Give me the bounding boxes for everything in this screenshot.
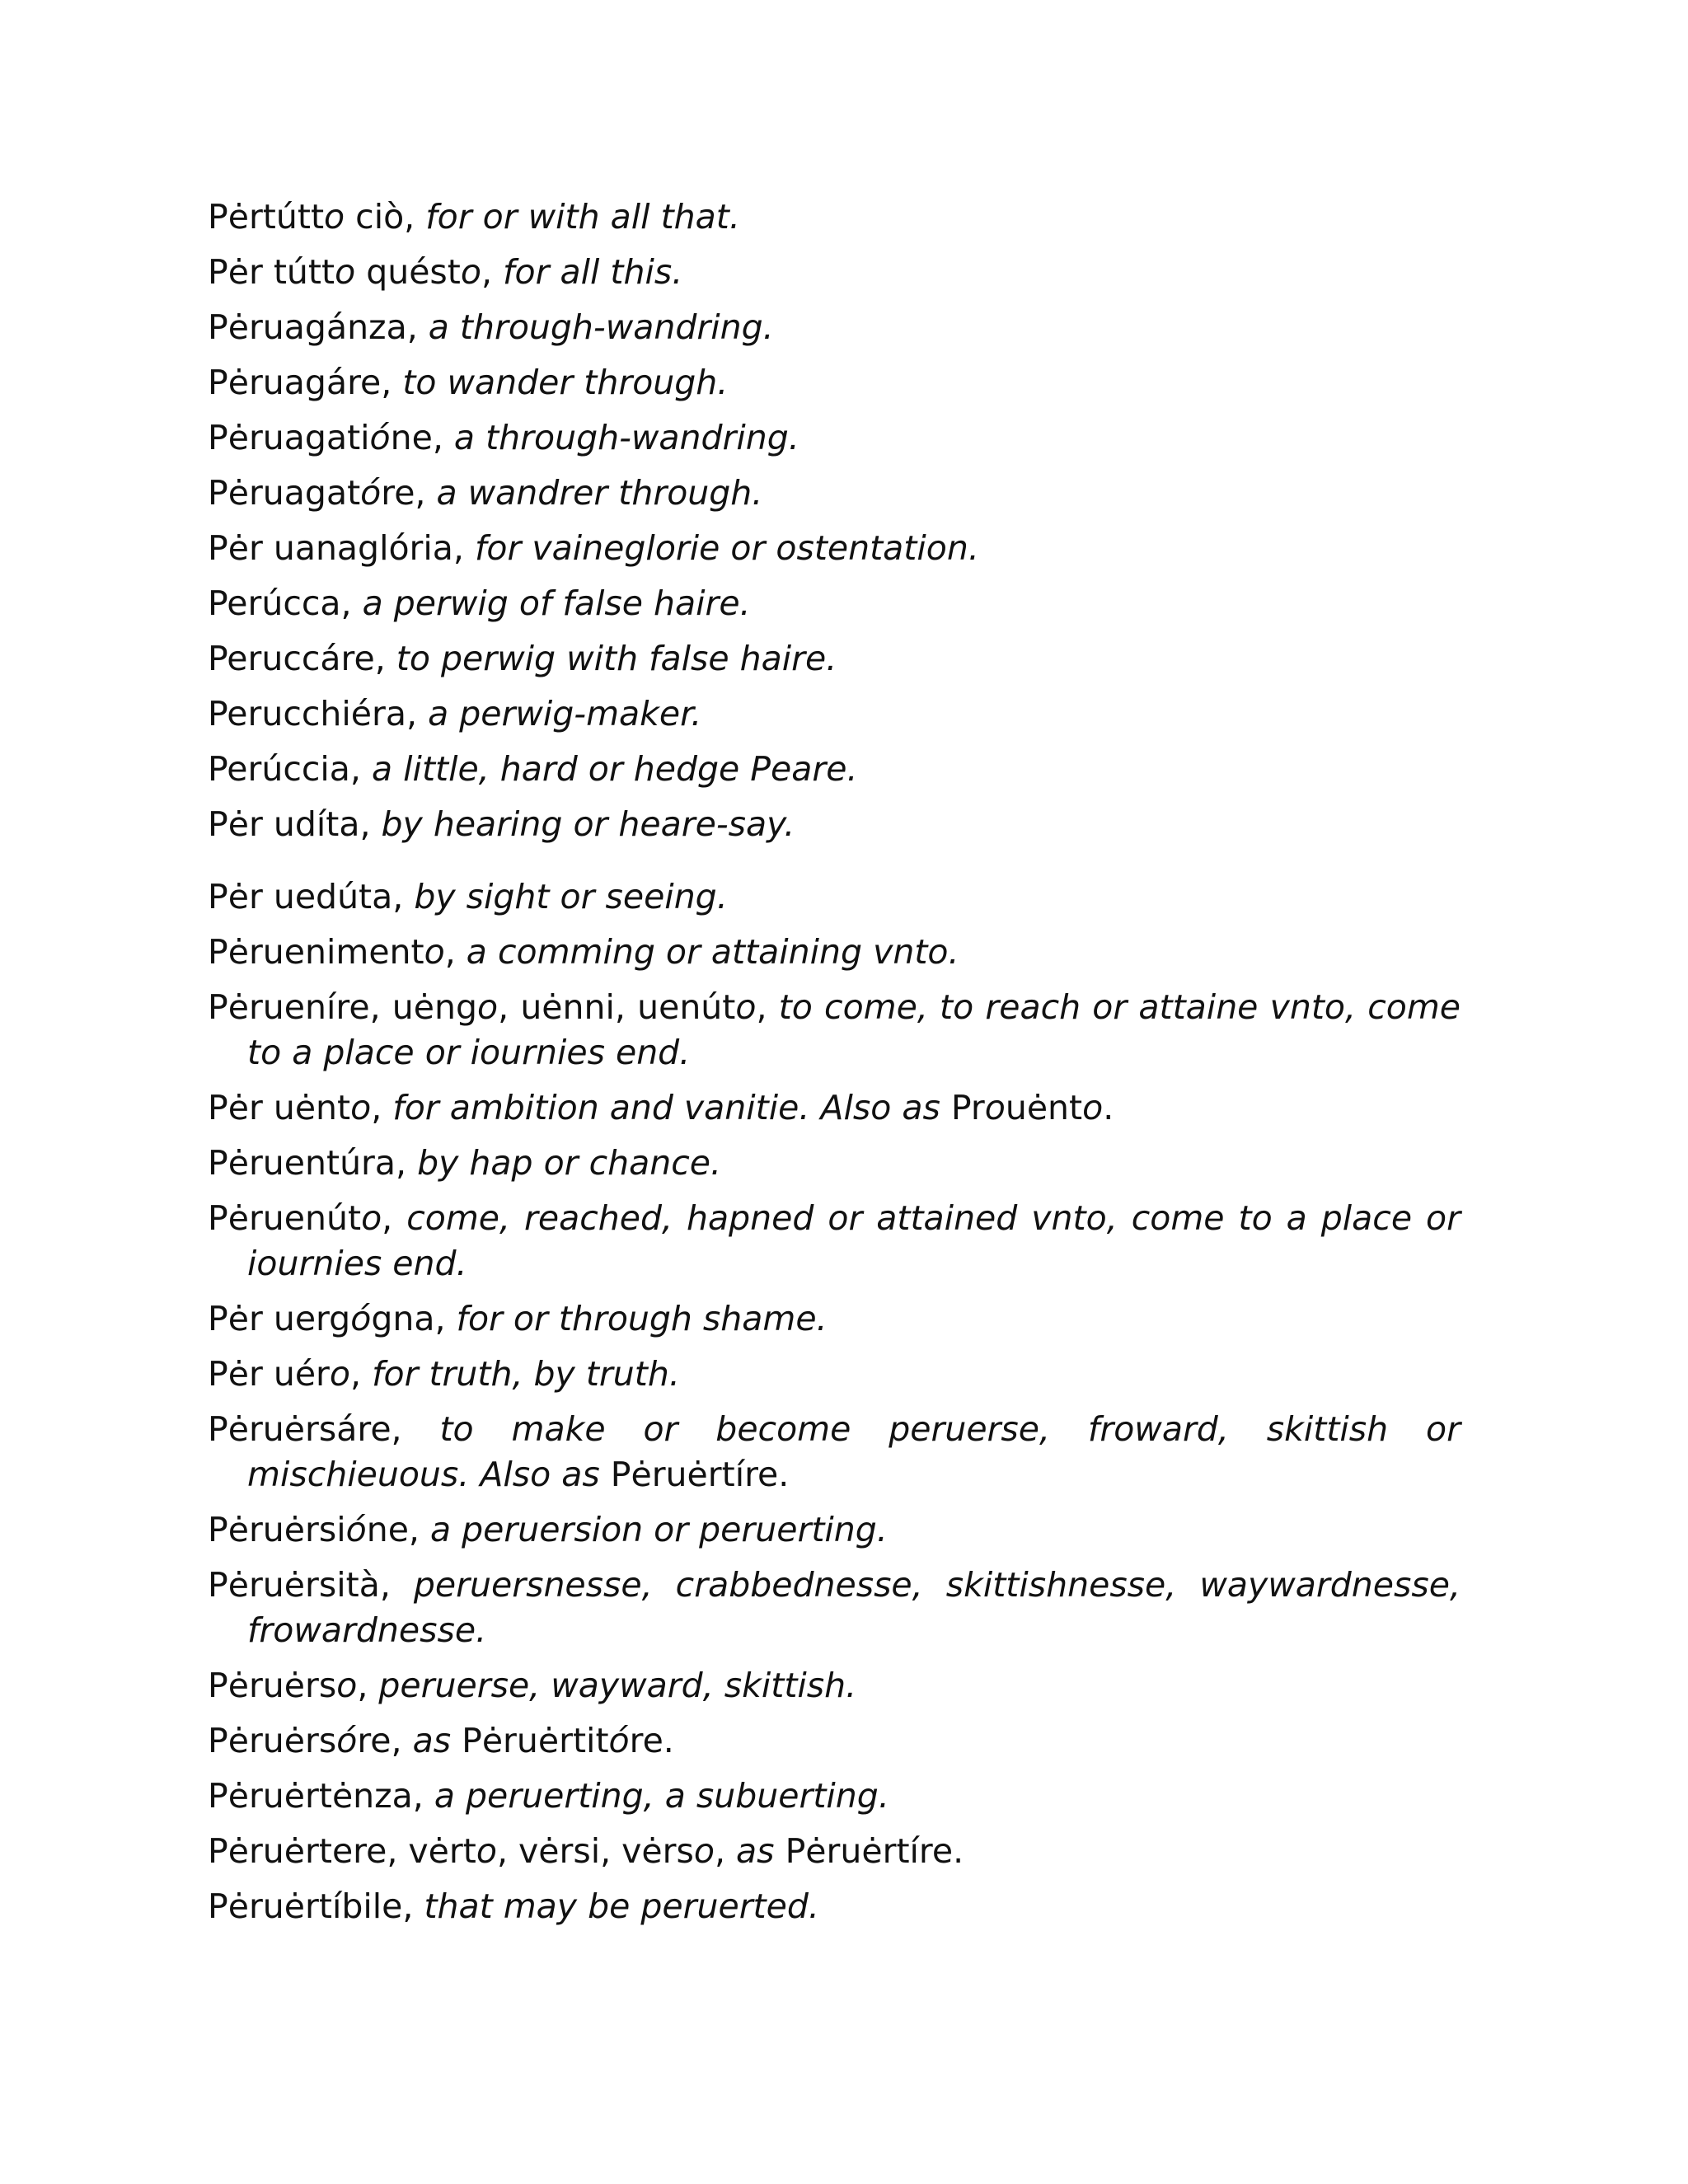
- entry-headword-text: quést: [355, 252, 461, 292]
- entry-headword-text: gna,: [371, 1299, 457, 1338]
- entry-gloss-text: o: [335, 252, 356, 292]
- entry-headword-text: .: [1103, 1088, 1114, 1127]
- dictionary-entry: [208, 1407, 1461, 1497]
- entry-headword-text: ,: [382, 1198, 407, 1238]
- entry-gloss-text: for vaineglorie or ostentation.: [475, 528, 979, 568]
- entry-headword-text: Peruccáre,: [208, 639, 396, 678]
- entry-gloss-text: peruerse, wayward, skittish.: [378, 1666, 857, 1705]
- entry-gloss-text: o: [476, 1831, 497, 1871]
- entry-headword-text: Pėruėrtit: [462, 1721, 609, 1760]
- entry-gloss-text: as: [412, 1721, 462, 1760]
- dictionary-entry: [208, 1774, 1461, 1819]
- entry-gloss-text: a peruersion or peruerting.: [430, 1510, 888, 1549]
- dictionary-entry: [208, 636, 1461, 682]
- entry-gloss-text: ó: [350, 1299, 372, 1338]
- dictionary-entry: [208, 305, 1461, 350]
- entry-gloss-text: to make or become peruerse, froward, skittish or mischieuous. Also as: [247, 1409, 1461, 1494]
- entry-headword-text: Pėr uanaglória,: [208, 528, 475, 568]
- entry-gloss-text: a through-wandring.: [428, 307, 774, 347]
- dictionary-entry: [208, 1884, 1461, 1929]
- entry-gloss-text: to perwig with false haire.: [396, 639, 837, 678]
- entry-gloss-text: ó: [360, 473, 382, 513]
- dictionary-entry: [208, 1352, 1461, 1397]
- entry-headword-text: ciò,: [345, 197, 426, 237]
- entry-headword-text: Pėr tútt: [208, 252, 335, 292]
- entry-headword-text: ne,: [366, 1510, 430, 1549]
- entry-headword-text: , vėrsi, vėrs: [496, 1831, 694, 1871]
- dictionary-entry: [208, 1663, 1461, 1708]
- entry-gloss-text: o: [350, 1088, 372, 1127]
- entry-headword-text: re,: [381, 473, 437, 513]
- dictionary-entry: [208, 985, 1461, 1076]
- entry-gloss-text: come, reached, hapned or attained vnto, come to a place or iournies end.: [247, 1198, 1461, 1283]
- entry-headword-text: Pėruentúra,: [208, 1143, 418, 1183]
- dictionary-entry: [208, 802, 1461, 847]
- entry-headword-text: Pėruagánza,: [208, 307, 429, 347]
- dictionary-entry: [208, 250, 1461, 295]
- entry-gloss-text: o: [336, 1666, 358, 1705]
- entry-headword-text: ,: [481, 252, 504, 292]
- dictionary-entry: [208, 930, 1461, 975]
- entry-headword-text: Perúccia,: [208, 749, 372, 789]
- entry-gloss-text: that may be peruerted.: [424, 1886, 819, 1926]
- dictionary-entry: [208, 194, 1461, 240]
- entry-headword-text: Pėruagati: [208, 418, 370, 457]
- entry-headword-text: ,: [350, 1354, 373, 1394]
- entry-headword-text: , uėnni, uenút: [498, 987, 736, 1027]
- entry-headword-text: ,: [444, 932, 467, 972]
- dictionary-entry: [208, 691, 1461, 737]
- entry-headword-text: ,: [371, 1088, 393, 1127]
- entry-headword-text: ,: [756, 987, 779, 1027]
- entry-gloss-text: ó: [608, 1721, 630, 1760]
- dictionary-entry: [208, 1563, 1461, 1653]
- entry-headword-text: re,: [357, 1721, 413, 1760]
- entry-gloss-text: a perwig-maker.: [428, 694, 702, 733]
- entry-gloss-text: by sight or seeing.: [414, 877, 728, 916]
- entry-gloss-text: as: [736, 1831, 785, 1871]
- entry-gloss-text: to wander through.: [402, 363, 729, 402]
- entry-gloss-text: for or with all that.: [425, 197, 740, 237]
- entry-headword-text: Pėruėrtíbile,: [208, 1886, 424, 1926]
- entry-headword-text: Pėruėrs: [208, 1666, 337, 1705]
- entry-gloss-text: a perwig of false haire.: [362, 583, 751, 623]
- dictionary-entry: [208, 360, 1461, 405]
- entry-gloss-text: a little, hard or hedge Peare.: [372, 749, 858, 789]
- entry-gloss-text: o: [1082, 1088, 1104, 1127]
- dictionary-entry: [208, 415, 1461, 461]
- entry-gloss-text: peruersnesse, crabbednesse, skittishnesse, waywardnesse, frowardnesse.: [247, 1565, 1461, 1650]
- entry-gloss-text: ó: [369, 418, 391, 457]
- entry-headword-text: Pėruėrtėnza,: [208, 1776, 434, 1816]
- entry-headword-text: Pėr uėnt: [208, 1088, 351, 1127]
- entry-headword-text: Pėrueniment: [208, 932, 424, 972]
- dictionary-entry: [208, 1196, 1461, 1286]
- dictionary-entry: [208, 1829, 1461, 1874]
- entry-gloss-text: a through-wandring.: [453, 418, 799, 457]
- entry-headword-text: Pėrtútt: [208, 197, 325, 237]
- entry-headword-text: Pėruėrtíre.: [610, 1455, 790, 1494]
- entry-headword-text: Perucchiéra,: [208, 694, 429, 733]
- entry-headword-text: Pėr udíta,: [208, 804, 382, 844]
- entry-gloss-text: by hearing or heare-say.: [381, 804, 795, 844]
- entry-headword-text: Pėruagat: [208, 473, 361, 513]
- entry-gloss-text: o: [329, 1354, 350, 1394]
- entry-gloss-text: a comming or attaining vnto.: [466, 932, 959, 972]
- entry-gloss-text: ó: [336, 1721, 358, 1760]
- entry-gloss-text: for ambition and vanitie. Also as: [392, 1088, 951, 1127]
- dictionary-page: [208, 194, 1461, 1939]
- entry-headword-text: Perúcca,: [208, 583, 363, 623]
- entry-headword-text: Pėr uedúta,: [208, 877, 415, 916]
- entry-gloss-text: a peruerting, a subuerting.: [434, 1776, 889, 1816]
- entry-headword-text: Pėruagáre,: [208, 363, 403, 402]
- entry-gloss-text: a wandrer through.: [436, 473, 763, 513]
- dictionary-entry: [208, 1296, 1461, 1342]
- entry-gloss-text: o: [460, 252, 481, 292]
- entry-headword-text: Pėruėrtíre.: [785, 1831, 964, 1871]
- dictionary-entry: [208, 747, 1461, 792]
- entry-gloss-text: ó: [345, 1510, 367, 1549]
- entry-headword-text: Pėruėrsáre,: [208, 1409, 440, 1449]
- entry-headword-text: ne,: [390, 418, 454, 457]
- entry-gloss-text: o: [424, 932, 445, 972]
- entry-headword-text: Pėr uerg: [208, 1299, 351, 1338]
- entry-headword-text: Pėruėrsi: [208, 1510, 346, 1549]
- entry-headword-text: Pėr uér: [208, 1354, 330, 1394]
- entry-headword-text: Pėrueníre, uėng: [208, 987, 478, 1027]
- entry-gloss-text: o: [477, 987, 499, 1027]
- entry-gloss-text: o: [984, 1088, 1006, 1127]
- dictionary-entry: [208, 581, 1461, 626]
- entry-headword-text: ,: [714, 1831, 737, 1871]
- entry-gloss-text: by hap or chance.: [417, 1143, 722, 1183]
- dictionary-entry: [208, 471, 1461, 516]
- entry-gloss-text: for all this.: [503, 252, 683, 292]
- entry-headword-text: uėnt: [1005, 1088, 1083, 1127]
- entry-headword-text: Pėruėrtere, vėrt: [208, 1831, 476, 1871]
- entry-headword-text: Pėruenút: [208, 1198, 362, 1238]
- dictionary-entry: [208, 1507, 1461, 1553]
- entry-gloss-text: o: [361, 1198, 382, 1238]
- dictionary-entry: [208, 526, 1461, 571]
- entry-gloss-text: for truth, by truth.: [372, 1354, 680, 1394]
- entry-gloss-text: o: [324, 197, 345, 237]
- dictionary-entry: [208, 1141, 1461, 1186]
- entry-headword-text: Pėruėrsità,: [208, 1565, 414, 1605]
- entry-gloss-text: o: [735, 987, 757, 1027]
- dictionary-entry: [208, 874, 1461, 920]
- entry-headword-text: re.: [629, 1721, 674, 1760]
- entry-headword-text: ,: [357, 1666, 379, 1705]
- entry-gloss-text: to come, to reach or attaine vnto, come to a place or iournies end.: [247, 987, 1461, 1072]
- entry-headword-text: Pr: [950, 1088, 985, 1127]
- dictionary-entry: [208, 1085, 1461, 1131]
- dictionary-entry: [208, 1718, 1461, 1764]
- entry-gloss-text: o: [693, 1831, 715, 1871]
- entry-headword-text: Pėruėrs: [208, 1721, 337, 1760]
- entry-gloss-text: for or through shame.: [456, 1299, 828, 1338]
